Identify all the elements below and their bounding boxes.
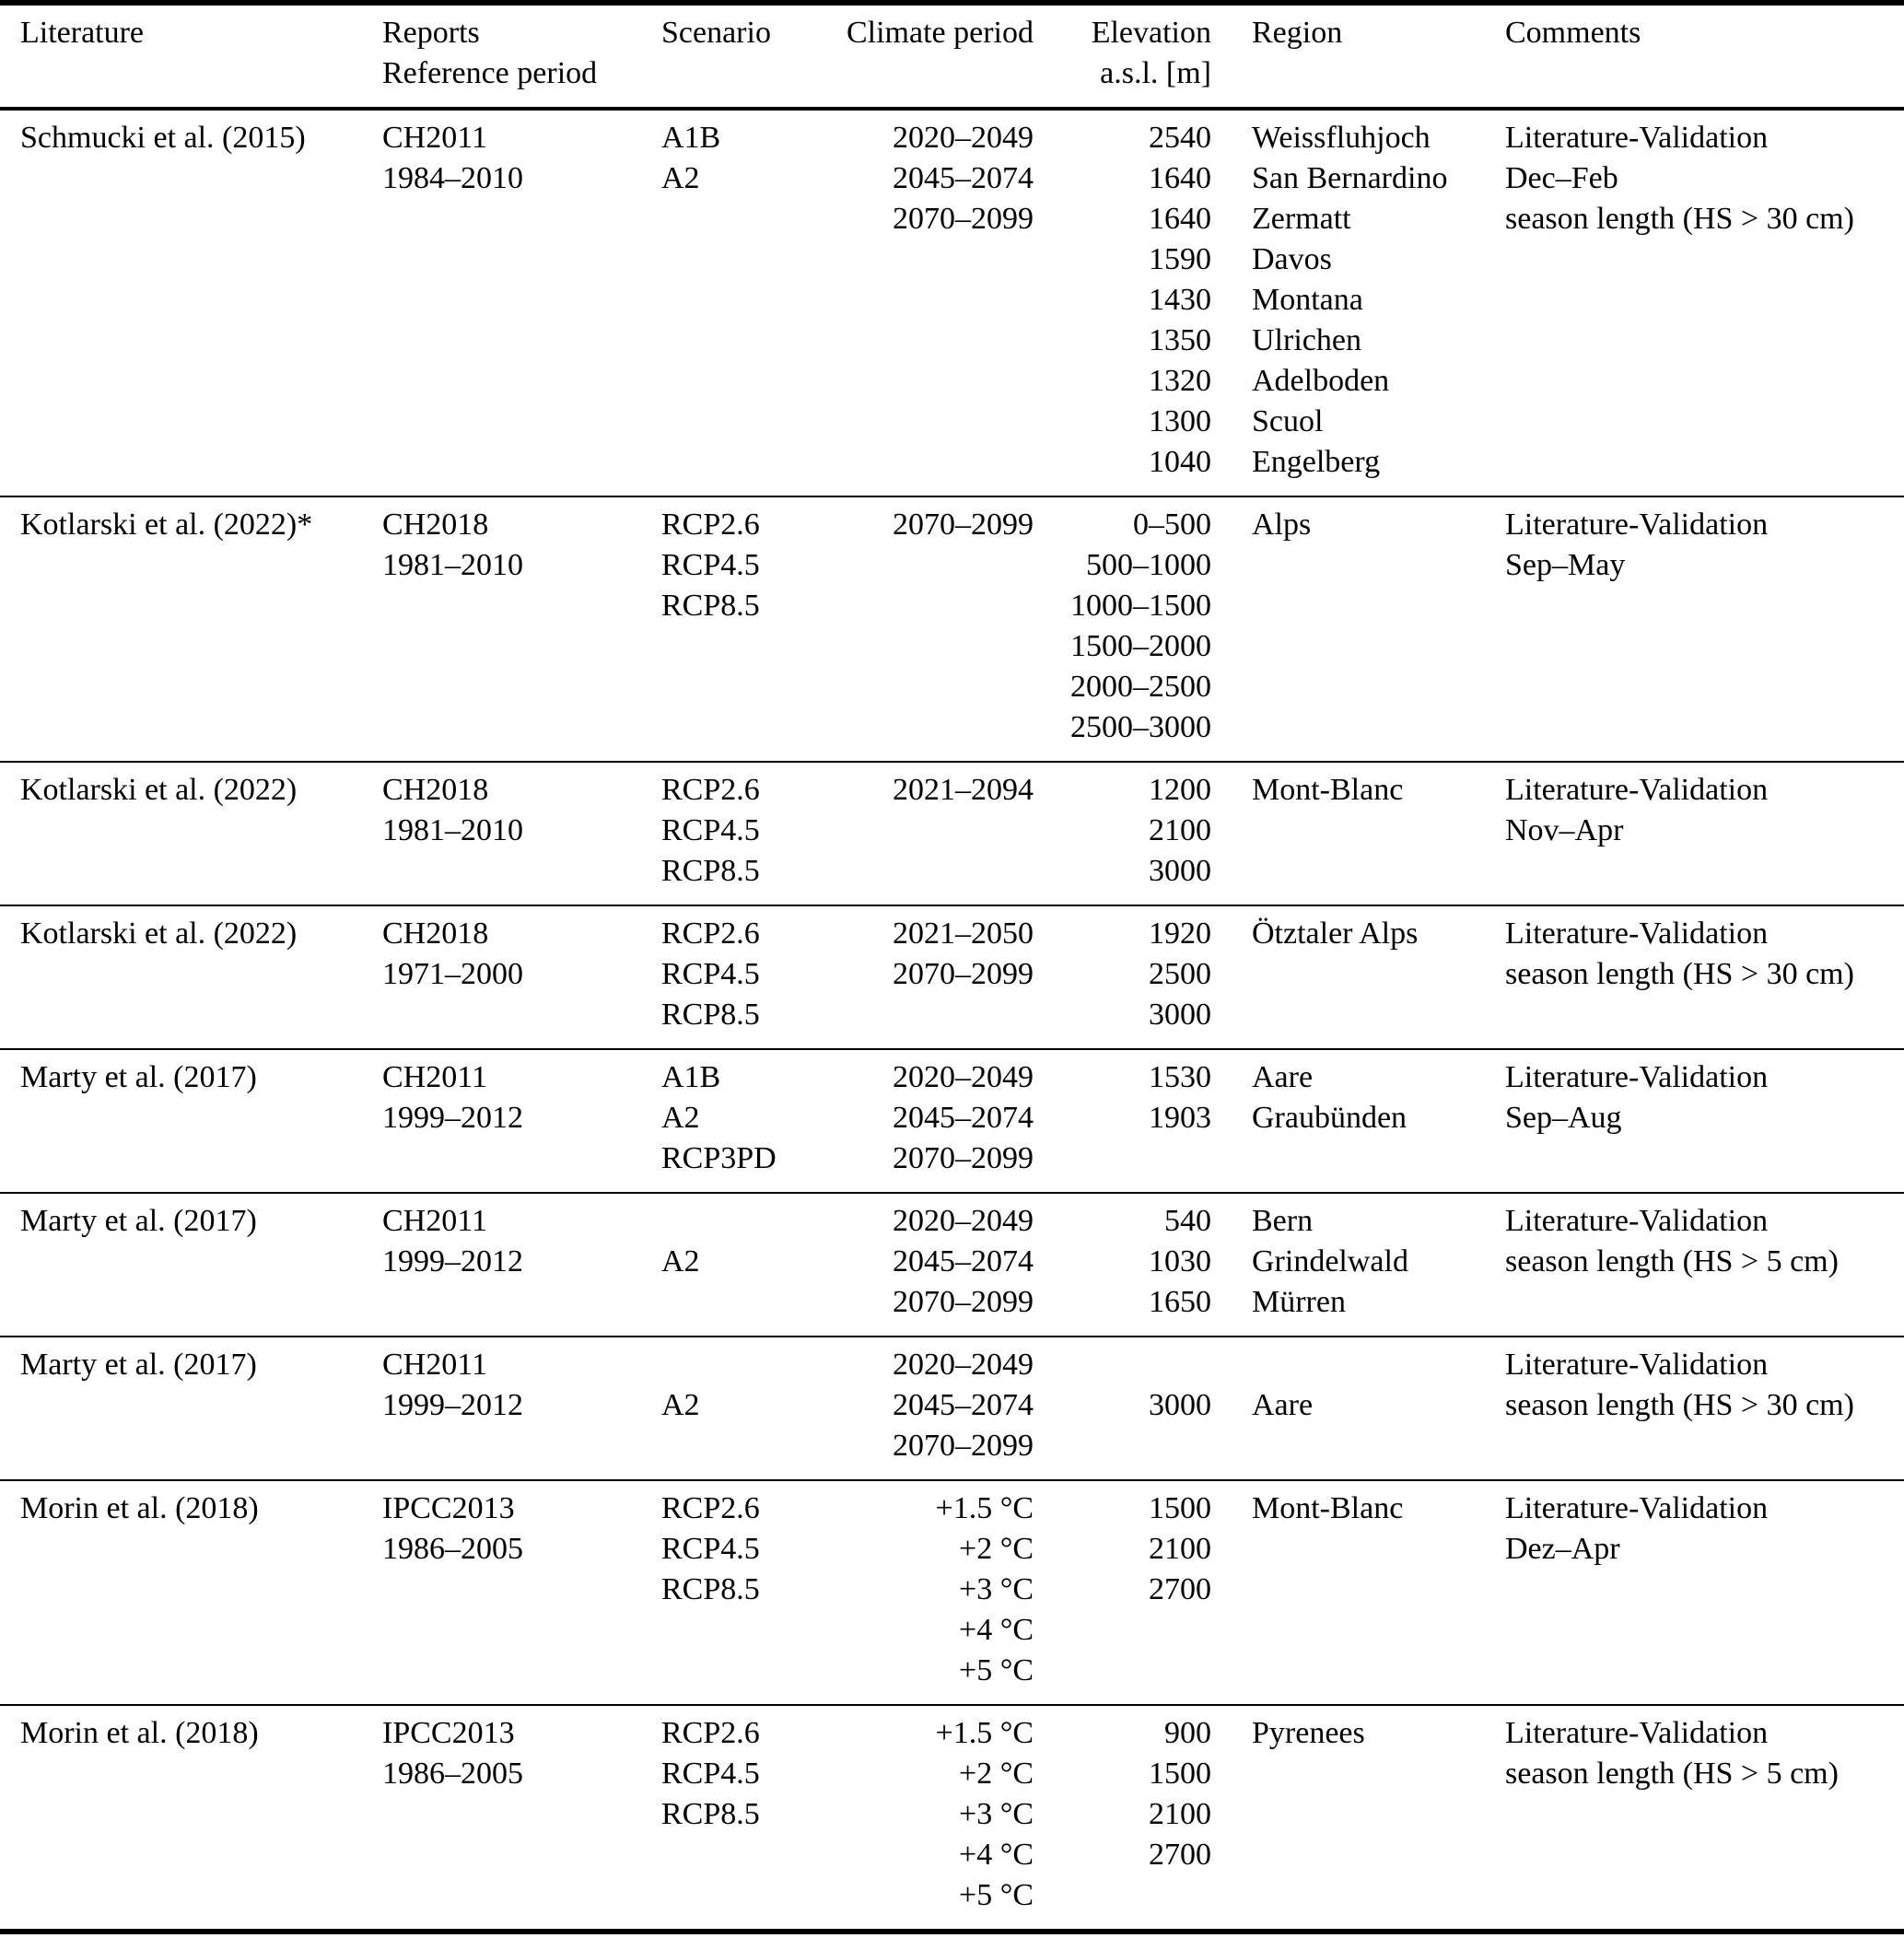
cell-line-elevation: 1320: [1149, 364, 1211, 398]
cell-line-region: Davos: [1252, 242, 1332, 276]
cell-line-climate_period: +2 °C: [959, 1757, 1034, 1791]
cell-elevation: [1034, 496, 1211, 762]
cell-line-comments: season length (HS > 30 cm): [1505, 202, 1854, 236]
header-label-line: Elevation: [1091, 16, 1211, 50]
header-label-line: Scenario: [661, 16, 771, 50]
cell-line-region: Grindelwald: [1252, 1244, 1408, 1278]
cell-line-comments: season length (HS > 5 cm): [1505, 1757, 1839, 1791]
cell-line-comments: Literature-Validation: [1505, 1716, 1769, 1750]
cell-line-climate_period: 2070–2099: [893, 957, 1034, 991]
cell-reports: [382, 1705, 661, 1932]
cell-line-reports: 1984–2010: [382, 161, 523, 195]
cell-comments: [1505, 1480, 1904, 1705]
cell-line-elevation: 1200: [1149, 773, 1211, 807]
cell-line-region: Alps: [1252, 508, 1312, 542]
cell-elevation: [1034, 905, 1211, 1049]
header-label-line: Reference period: [382, 56, 598, 90]
header-elevation: [1034, 3, 1211, 109]
cell-line-region: Mont-Blanc: [1252, 1491, 1404, 1525]
cell-line-scenario: [661, 1201, 811, 1242]
cell-region: [1211, 762, 1505, 905]
cell-reports: [382, 1480, 661, 1705]
table-row: [0, 905, 1904, 1049]
cell-line-scenario: RCP8.5: [661, 589, 760, 623]
cell-literature: [0, 762, 382, 905]
cell-line-reports: CH2018: [382, 916, 489, 951]
cell-reports: [382, 109, 661, 496]
cell-line-reports: CH2018: [382, 773, 489, 807]
cell-line-elevation: 2100: [1149, 813, 1211, 847]
cell-comments: [1505, 1337, 1904, 1480]
cell-line-reports: CH2011: [382, 121, 487, 155]
cell-line-climate_period: 2070–2099: [893, 508, 1034, 542]
cell-region: [1211, 1193, 1505, 1337]
header-row: [0, 3, 1904, 109]
cell-line-scenario: A1B: [661, 1060, 721, 1094]
cell-climate_period: [811, 109, 1034, 496]
cell-line-reports: 1999–2012: [382, 1388, 523, 1422]
cell-line-scenario: RCP4.5: [661, 548, 760, 582]
cell-line-climate_period: 2045–2074: [893, 161, 1034, 195]
table-row: [0, 762, 1904, 905]
cell-comments: [1505, 905, 1904, 1049]
cell-line-climate_period: +4 °C: [959, 1838, 1034, 1872]
cell-line-climate_period: 2070–2099: [893, 1285, 1034, 1319]
cell-scenario: [661, 1049, 811, 1193]
cell-climate_period: [811, 1480, 1034, 1705]
cell-line-climate_period: +4 °C: [959, 1613, 1034, 1647]
cell-line-reports: 1999–2012: [382, 1244, 523, 1278]
cell-line-region: [1252, 1345, 1505, 1385]
cell-line-scenario: RCP2.6: [661, 916, 760, 951]
cell-line-region: Pyrenees: [1252, 1716, 1365, 1750]
cell-line-climate_period: 2021–2050: [893, 916, 1034, 951]
cell-line-literature: Morin et al. (2018): [20, 1491, 259, 1525]
cell-line-scenario: RCP2.6: [661, 1491, 760, 1525]
cell-line-elevation: 500–1000: [1086, 548, 1211, 582]
cell-line-reports: CH2011: [382, 1204, 487, 1238]
cell-line-reports: CH2011: [382, 1060, 487, 1094]
cell-line-scenario: [661, 1345, 811, 1385]
cell-line-elevation: 2500–3000: [1070, 710, 1211, 744]
table-body: [0, 109, 1904, 1932]
cell-line-elevation: 2100: [1149, 1797, 1211, 1831]
cell-line-reports: IPCC2013: [382, 1491, 515, 1525]
header-reports: [382, 3, 661, 109]
header-label-line: Region: [1252, 16, 1343, 50]
cell-line-comments: season length (HS > 5 cm): [1505, 1244, 1839, 1278]
cell-line-elevation: 2540: [1149, 121, 1211, 155]
cell-comments: [1505, 1049, 1904, 1193]
cell-line-reports: 1986–2005: [382, 1757, 523, 1791]
cell-line-elevation: 900: [1164, 1716, 1211, 1750]
cell-elevation: [1034, 1337, 1211, 1480]
cell-reports: [382, 762, 661, 905]
cell-line-reports: IPCC2013: [382, 1716, 515, 1750]
cell-line-comments: Dec–Feb: [1505, 161, 1618, 195]
cell-line-region: Engelberg: [1252, 445, 1381, 479]
cell-line-climate_period: 2045–2074: [893, 1388, 1034, 1422]
cell-line-reports: 1986–2005: [382, 1532, 523, 1566]
cell-line-elevation: 1500: [1149, 1757, 1211, 1791]
cell-line-region: Weissfluhjoch: [1252, 121, 1431, 155]
cell-region: [1211, 1705, 1505, 1932]
cell-line-elevation: 1903: [1149, 1101, 1211, 1135]
cell-climate_period: [811, 1705, 1034, 1932]
cell-climate_period: [811, 1337, 1034, 1480]
cell-line-elevation: 1000–1500: [1070, 589, 1211, 623]
cell-line-scenario: RCP2.6: [661, 508, 760, 542]
cell-line-elevation: 3000: [1149, 1388, 1211, 1422]
cell-literature: [0, 1049, 382, 1193]
cell-line-comments: season length (HS > 30 cm): [1505, 957, 1854, 991]
cell-line-comments: Literature-Validation: [1505, 1060, 1769, 1094]
cell-line-climate_period: 2045–2074: [893, 1101, 1034, 1135]
cell-line-scenario: A2: [661, 161, 700, 195]
cell-line-comments: Dez–Apr: [1505, 1532, 1620, 1566]
cell-climate_period: [811, 496, 1034, 762]
cell-line-elevation: 2700: [1149, 1572, 1211, 1606]
cell-scenario: [661, 109, 811, 496]
cell-line-comments: season length (HS > 30 cm): [1505, 1388, 1854, 1422]
cell-comments: [1505, 496, 1904, 762]
cell-line-scenario: RCP8.5: [661, 854, 760, 888]
cell-line-elevation: 1640: [1149, 161, 1211, 195]
cell-reports: [382, 1193, 661, 1337]
cell-literature: [0, 1705, 382, 1932]
table-row: [0, 1193, 1904, 1337]
cell-line-comments: Sep–May: [1505, 548, 1626, 582]
cell-line-scenario: RCP8.5: [661, 998, 760, 1032]
cell-line-literature: Kotlarski et al. (2022): [20, 773, 298, 807]
cell-line-region: Mürren: [1252, 1285, 1346, 1319]
cell-scenario: [661, 1480, 811, 1705]
cell-line-climate_period: +1.5 °C: [935, 1491, 1034, 1525]
cell-line-region: Bern: [1252, 1204, 1314, 1238]
cell-region: [1211, 496, 1505, 762]
cell-line-elevation: [1034, 1345, 1211, 1385]
cell-line-literature: Marty et al. (2017): [20, 1204, 257, 1238]
cell-line-climate_period: 2020–2049: [893, 1060, 1034, 1094]
cell-line-scenario: RCP4.5: [661, 1532, 760, 1566]
cell-line-climate_period: +3 °C: [959, 1797, 1034, 1831]
cell-line-climate_period: 2020–2049: [893, 1348, 1034, 1382]
table-row: [0, 1705, 1904, 1932]
cell-reports: [382, 1337, 661, 1480]
table-row: [0, 1337, 1904, 1480]
cell-line-comments: Literature-Validation: [1505, 121, 1769, 155]
cell-elevation: [1034, 762, 1211, 905]
cell-climate_period: [811, 905, 1034, 1049]
cell-line-comments: Sep–Aug: [1505, 1101, 1622, 1135]
cell-literature: [0, 905, 382, 1049]
cell-line-elevation: 1920: [1149, 916, 1211, 951]
cell-literature: [0, 1480, 382, 1705]
cell-line-scenario: RCP3PD: [661, 1141, 777, 1175]
cell-reports: [382, 905, 661, 1049]
cell-comments: [1505, 1705, 1904, 1932]
cell-line-climate_period: 2021–2094: [893, 773, 1034, 807]
cell-line-region: Montana: [1252, 283, 1363, 317]
cell-line-literature: Marty et al. (2017): [20, 1348, 257, 1382]
cell-line-comments: Literature-Validation: [1505, 1491, 1769, 1525]
cell-line-scenario: A2: [661, 1388, 700, 1422]
cell-line-region: Graubünden: [1252, 1101, 1408, 1135]
cell-line-elevation: 1640: [1149, 202, 1211, 236]
cell-line-region: San Bernardino: [1252, 161, 1448, 195]
cell-scenario: [661, 905, 811, 1049]
cell-line-comments: Nov–Apr: [1505, 813, 1624, 847]
cell-line-comments: Literature-Validation: [1505, 1348, 1769, 1382]
cell-line-climate_period: 2070–2099: [893, 1141, 1034, 1175]
cell-scenario: [661, 1337, 811, 1480]
cell-line-region: Aare: [1252, 1388, 1314, 1422]
cell-reports: [382, 496, 661, 762]
cell-line-elevation: 1500–2000: [1070, 629, 1211, 663]
header-comments: [1505, 3, 1904, 109]
cell-line-reports: 1981–2010: [382, 548, 523, 582]
cell-region: [1211, 109, 1505, 496]
cell-line-elevation: 1590: [1149, 242, 1211, 276]
cell-scenario: [661, 762, 811, 905]
cell-line-region: Zermatt: [1252, 202, 1351, 236]
header-label-line: Comments: [1505, 16, 1641, 50]
cell-line-scenario: RCP2.6: [661, 773, 760, 807]
cell-line-climate_period: 2020–2049: [893, 1204, 1034, 1238]
cell-line-comments: Literature-Validation: [1505, 508, 1769, 542]
cell-elevation: [1034, 1480, 1211, 1705]
cell-line-scenario: RCP8.5: [661, 1797, 760, 1831]
cell-line-elevation: 2000–2500: [1070, 670, 1211, 704]
cell-line-climate_period: +3 °C: [959, 1572, 1034, 1606]
cell-line-climate_period: 2070–2099: [893, 202, 1034, 236]
cell-comments: [1505, 109, 1904, 496]
cell-line-elevation: 1530: [1149, 1060, 1211, 1094]
cell-line-comments: Literature-Validation: [1505, 916, 1769, 951]
table-row: [0, 496, 1904, 762]
cell-line-elevation: 1300: [1149, 404, 1211, 438]
table-row: [0, 1049, 1904, 1193]
cell-line-reports: 1981–2010: [382, 813, 523, 847]
cell-line-elevation: 540: [1164, 1204, 1211, 1238]
cell-elevation: [1034, 109, 1211, 496]
cell-line-elevation: 3000: [1149, 854, 1211, 888]
header-label-line: a.s.l. [m]: [1100, 56, 1211, 90]
cell-line-literature: Kotlarski et al. (2022)*: [20, 508, 313, 542]
cell-scenario: [661, 1193, 811, 1337]
cell-line-region: Aare: [1252, 1060, 1314, 1094]
cell-line-literature: Schmucki et al. (2015): [20, 121, 306, 155]
cell-climate_period: [811, 762, 1034, 905]
header-region: [1211, 3, 1505, 109]
cell-line-scenario: RCP4.5: [661, 1757, 760, 1791]
cell-line-elevation: 2700: [1149, 1838, 1211, 1872]
cell-line-climate_period: +1.5 °C: [935, 1716, 1034, 1750]
header-literature: [0, 3, 382, 109]
cell-literature: [0, 1193, 382, 1337]
cell-line-scenario: A2: [661, 1101, 700, 1135]
cell-literature: [0, 109, 382, 496]
cell-line-elevation: 1430: [1149, 283, 1211, 317]
cell-elevation: [1034, 1705, 1211, 1932]
cell-line-climate_period: +5 °C: [959, 1653, 1034, 1687]
cell-line-elevation: 1030: [1149, 1244, 1211, 1278]
header-label-line: Climate period: [846, 16, 1034, 50]
cell-line-scenario: RCP8.5: [661, 1572, 760, 1606]
cell-literature: [0, 496, 382, 762]
cell-line-climate_period: 2020–2049: [893, 121, 1034, 155]
cell-line-literature: Kotlarski et al. (2022): [20, 916, 298, 951]
cell-line-elevation: 2500: [1149, 957, 1211, 991]
cell-region: [1211, 1480, 1505, 1705]
cell-line-reports: 1971–2000: [382, 957, 523, 991]
cell-climate_period: [811, 1193, 1034, 1337]
cell-comments: [1505, 762, 1904, 905]
cell-line-literature: Marty et al. (2017): [20, 1060, 257, 1094]
cell-scenario: [661, 496, 811, 762]
cell-line-scenario: A2: [661, 1244, 700, 1278]
cell-line-reports: CH2011: [382, 1348, 487, 1382]
cell-scenario: [661, 1705, 811, 1932]
cell-line-region: Mont-Blanc: [1252, 773, 1404, 807]
header-climate_period: [811, 3, 1034, 109]
table-header: [0, 3, 1904, 109]
cell-line-comments: Literature-Validation: [1505, 773, 1769, 807]
cell-line-reports: 1999–2012: [382, 1101, 523, 1135]
cell-line-elevation: 1500: [1149, 1491, 1211, 1525]
cell-line-region: Ötztaler Alps: [1252, 916, 1419, 951]
cell-line-climate_period: 2045–2074: [893, 1244, 1034, 1278]
cell-line-elevation: 3000: [1149, 998, 1211, 1032]
cell-elevation: [1034, 1049, 1211, 1193]
cell-line-scenario: RCP4.5: [661, 813, 760, 847]
cell-line-climate_period: +2 °C: [959, 1532, 1034, 1566]
cell-region: [1211, 1337, 1505, 1480]
cell-elevation: [1034, 1193, 1211, 1337]
cell-line-region: Scuol: [1252, 404, 1324, 438]
cell-line-elevation: 1350: [1149, 323, 1211, 357]
cell-literature: [0, 1337, 382, 1480]
cell-line-elevation: 1040: [1149, 445, 1211, 479]
cell-line-elevation: 1650: [1149, 1285, 1211, 1319]
cell-line-region: Ulrichen: [1252, 323, 1361, 357]
cell-line-elevation: 0–500: [1133, 508, 1211, 542]
cell-line-climate_period: +5 °C: [959, 1878, 1034, 1912]
table-row: [0, 109, 1904, 496]
header-label-line: Reports: [382, 16, 480, 50]
cell-line-scenario: A1B: [661, 121, 721, 155]
header-scenario: [661, 3, 811, 109]
table-row: [0, 1480, 1904, 1705]
cell-line-reports: CH2018: [382, 508, 489, 542]
cell-reports: [382, 1049, 661, 1193]
cell-line-scenario: RCP4.5: [661, 957, 760, 991]
cell-line-region: Adelboden: [1252, 364, 1390, 398]
header-label-line: Literature: [20, 16, 145, 50]
cell-line-climate_period: 2070–2099: [893, 1429, 1034, 1463]
cell-climate_period: [811, 1049, 1034, 1193]
cell-region: [1211, 905, 1505, 1049]
cell-region: [1211, 1049, 1505, 1193]
cell-line-elevation: 2100: [1149, 1532, 1211, 1566]
cell-comments: [1505, 1193, 1904, 1337]
cell-line-scenario: RCP2.6: [661, 1716, 760, 1750]
cell-line-comments: Literature-Validation: [1505, 1204, 1769, 1238]
cell-line-literature: Morin et al. (2018): [20, 1716, 259, 1750]
